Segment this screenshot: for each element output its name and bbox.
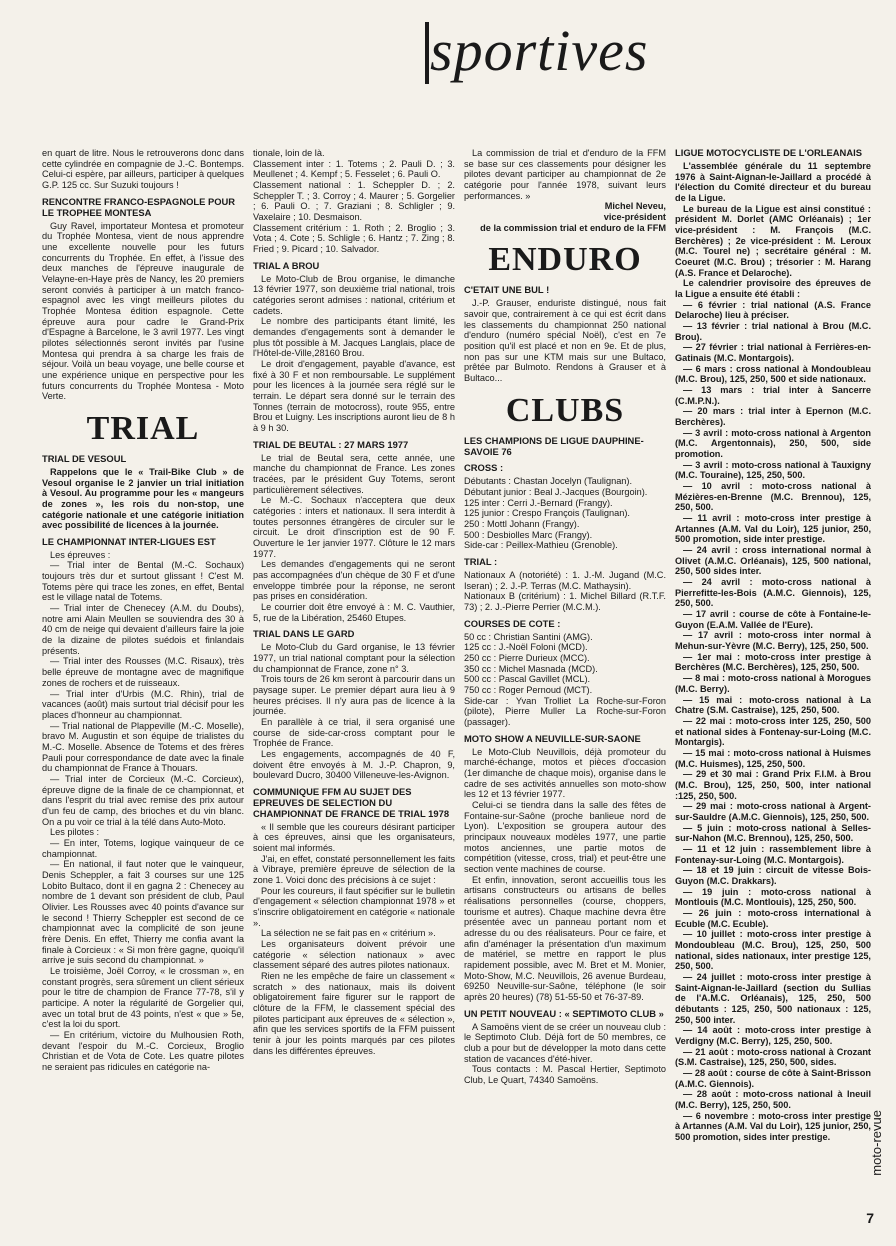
calendar-entry: — 27 février : trial national à Ferrières-en-Gatinais (M.C. Montargois). (675, 342, 871, 363)
paragraph: Le trial de Beutal sera, cette année, une manche du championnat de France. Les zones tracées, par le président Guy Totems, seront particulièrement sélectives. (253, 452, 455, 495)
paragraph: Le nombre des participants étant limité, les demandes d'engagements sont à demander le plus tôt possible à M. Jacques Langlais, place de l'Hôtel-de-Ville,28160 Brou. (253, 316, 455, 359)
calendar-entry: — 3 avril : moto-cross national à Tauxigny (M.C. Touraine), 125, 250, 500. (675, 459, 871, 481)
column-3 (464, 148, 666, 1228)
paragraph: — Trial national de Plappeville (M.-C. Moselle), bravo M. Augustin et son équipe de trialistes du M.-C. Moselle. Absence de Totems et des frères Pauli pour correspondance de date avec la finale du championnat de France à Thouars. (42, 720, 244, 774)
calendar-entry: — 17 avril : moto-cross inter normal à Mehun-sur-Yèvre (M.C. Berry), 125, 250, 500. (675, 630, 871, 652)
signature: de la commission trial et enduro de la FFM (480, 222, 666, 233)
paragraph: Pour les coureurs, il faut spécifier sur le bulletin d'engagement « sélection championnat 1978 » et s'inscrire obligatoirement en catégorie « nationale ». (253, 885, 455, 928)
sub-heading: CROSS : (464, 462, 504, 474)
paragraph: Les épreuves : (50, 549, 111, 560)
paragraph: J.-P. Grauser, enduriste distingué, nous fait savoir que, contrairement à ce qui est écrit dans les classements du championnat 250 national d'enduro (numéro spécial Noël), c'est en 7e position qu'il est placé et non en 9e. Et de plus, non pas sur une KTM mais sur une Bultaco, prêtée par Bulmoto. Rendons à Grauser et à Bultaco... (464, 298, 666, 383)
article-heading: LE CHAMPIONNAT INTER-LIGUES EST (42, 535, 216, 547)
paragraph: — Trial inter de Chenecey (A.M. du Doubs), notre ami Alain Meullen se souviendra des 30 à 40 cm de neige qui devaient d'ailleurs faire la joie de la dizaine de pilotes suédois et finlandais présents. (42, 603, 244, 656)
section-banner-enduro: ENDURO (488, 241, 642, 279)
signature: vice-président (603, 212, 666, 223)
calendar-entry: — 15 mai : moto-cross national à La Chatre (S.M. Castraise), 125, 250, 500. (675, 694, 871, 716)
result-line: 50 cc : Christian Santini (AMG). (464, 631, 593, 642)
calendar-entry: — 29 mai : moto-cross national à Argent-sur-Sauldre (A.M.C. Giennois), 125, 250, 500. (675, 801, 871, 822)
paragraph: Le M.-C. Sochaux n'acceptera que deux catégories : inters et nationaux. Il sera interdit à toutes personnes étrangères de circuler sur le circuit. Le droit d'inscription est de 90 F. Ouverture le 1er janvier 1977. Clôture le 12 mars 1977. (253, 495, 455, 559)
result-line: 125 inter : Cerri J.-Bernard (Frangy). (464, 497, 613, 508)
paragraph: J'ai, en effet, constaté personnellement les faits à Vibraye, première épreuve de sélection de la zone 1. Voici donc des précisions à ce sujet : (253, 853, 455, 886)
calendar-entry: — 11 et 12 juin : rassemblement libre à Fontenay-sur-Loing (M.C. Montargois). (675, 843, 871, 865)
result-line: 250 : Mottl Johann (Frangy). (464, 519, 580, 530)
result-line: 500 : Desbiolles Marc (Frangy). (464, 529, 593, 540)
article-heading: TRIAL DE VESOUL (42, 452, 127, 464)
result-line: Side-car : Peillex-Mathieu (Grenoble). (464, 540, 618, 551)
result-line: 125 cc : J.-Noël Foloni (MCD). (464, 642, 588, 653)
article-heading: UN PETIT NOUVEAU : « SEPTIMOTO CLUB » (464, 1007, 664, 1019)
column-4 (675, 148, 871, 1228)
calendar-entry: — 13 février : trial national à Brou (M.C. Brou). (675, 320, 871, 342)
calendar-entry: — 15 mai : moto-cross national à Huismes (M.C. Huismes), 125, 250, 500. (675, 747, 871, 769)
calendar-entry: — 18 et 19 juin : circuit de vitesse Bois-Guyon (M.C. Drakkars). (675, 865, 871, 886)
article-heading: MOTO SHOW A NEUVILLE-SUR-SAONE (464, 732, 641, 744)
result-line: Débutants : Chastan Jocelyn (Taulignan). (464, 476, 633, 487)
article-heading: TRIAL DE BEUTAL : 27 MARS 1977 (253, 438, 409, 450)
magazine-name: moto-revue (869, 1110, 884, 1176)
paragraph: Tous contacts : M. Pascal Hertier, Septimoto Club, Le Quart, 74340 Samoëns. (464, 1064, 666, 1085)
column-1 (42, 148, 244, 1228)
sub-heading: COURSES DE COTE : (464, 617, 561, 629)
result-line: 350 cc : Michel Masnada (MCD). (464, 663, 598, 674)
calendar-entry: — 24 juillet : moto-cross inter prestige à Saint-Aignan-le-Jaillard (section du Sullias de l'A.M.C. Orléanais), 125, 250, 500 débutants : 125, 250, 500 nationaux : 125, 250, 500 inter. (675, 971, 871, 1025)
paragraph: tionale, loin de là. (253, 148, 325, 158)
paragraph: Le Moto-Club du Gard organise, le 13 février 1977, un trial national comptant pour la sélection du championnat de France, zone n° 3. (253, 642, 455, 674)
calendar-entry: — 6 mars : cross national à Mondoubleau (M.C. Brou), 125, 250, 500 et side nationaux. (675, 363, 871, 385)
header-rule (425, 22, 429, 84)
calendar-entry: — 14 août : moto-cross inter prestige à Verdigny (M.C. Berry), 125, 250, 500. (675, 1025, 871, 1046)
result-line: 125 junior : Crespo François (Taulignan). (464, 508, 630, 519)
paragraph: Rien ne les empêche de faire un classement « scratch » des nationaux, mais ils doivent obligatoirement faire figurer sur le rapport de clôture de la FFM, le classement spécial des pilotes participant aux épreuves de « sélection », afin que les services sportifs de la FFM puissent tenir à jour les points marqués par ces pilotes dans les différentes épreuves. (253, 971, 455, 1056)
paragraph: Les engagements, accompagnés de 40 F, doivent être envoyés à M. J.-P. Chapron, 9, boulevard Ducro, 30400 Villeneuve-les-Avignon. (253, 748, 455, 781)
paragraph: A Samoëns vient de se créer un nouveau club : le Septimoto Club. Déjà fort de 50 membres, ce club a pour but de développer la moto dans cette station de vacances d'été-hiver. (464, 1021, 666, 1064)
paragraph: Celui-ci se tiendra dans la salle des fêtes de Fontaine-sur-Saône (proche banlieue nord de Lyon). L'exposition se groupera autour des principaux nouveaux modèles 1977, une partie motos anciennes, une partie motos de compétition (vitesse, cross, trial) et peut-être une section vente machines de course. (464, 799, 666, 874)
paragraph: Rappelons que le « Trail-Bike Club » de Vesoul organise le 2 janvier un trial initiation à Vesoul. Au programme pour les « mangeurs de zones », les rois du non-stop, une catégorie nationale et une catégorie initiation avec possibilité de licences à la journée. (42, 466, 244, 531)
calendar-entry: — 13 mars : trial inter à Sancerre (C.M.P.N.). (675, 385, 871, 406)
section-banner-clubs: CLUBS (505, 391, 625, 429)
sub-heading: TRIAL : (464, 556, 498, 568)
paragraph: — En critérium, victoire du Mulhousien Roth, devant l'espoir du M.-C. Corcieux, Broglio Christian et de Vota de Cote. Les quatre pilotes ne seraient pas ridicules en catégorie na- (42, 1030, 244, 1073)
calendar-entry: — 1er mai : moto-cross inter prestige à Berchères (M.C. Berchères), 125, 250, 500. (675, 651, 871, 673)
paragraph: Le courrier doit être envoyé à : M. C. Vauthier, 5, rue de la Libération, 25460 Etupes. (253, 602, 455, 623)
paragraph: Le calendrier provisoire des épreuves de la Ligue a ensuite été établi : (675, 278, 871, 299)
calendar-entry: — 5 juin : moto-cross national à Selles-sur-Nahon (M.C. Brennou), 125, 250, 500. (675, 822, 871, 844)
calendar-entry: — 28 août : course de côte à Saint-Brisson (A.M.C. Giennois). (675, 1068, 871, 1089)
calendar-entry: — 28 août : moto-cross national à Ineuil (M.C. Berry), 125, 250, 500. (675, 1089, 871, 1111)
result-line: 500 cc : Pascal Gavillet (MCL). (464, 674, 591, 685)
paragraph: Trois tours de 26 km seront à parcourir dans un paysage super. Le premier départ aura lieu à 9 heures précises. Il n'y aura pas de licence à la journée. (253, 674, 455, 717)
column-2 (253, 148, 455, 1228)
signature: Michel Neveu, (604, 201, 666, 212)
paragraph: Guy Ravel, importateur Montesa et promoteur du Trophée Montesa, vient de nous apprendre une excellente nouvelle pour les futurs concurrents du Trophée. En effet, à l'issue des deux manches de l'épreuve inaugurale de Velayne-en-Haye près de Nancy, les 20 premiers seront conviés à participer à un match franco-espagnol avec les vingt meilleurs pilotes du Trophée Montesa édition espagnole. Cette épreuve aura pour cadre le Grand-Prix d'Espagne à Barcelone, le 3 avril 1977. Les vingt pilotes sélectionnés seront invités par l'usine Montesa qui prendra à sa charge les frais de séjour. Voilà un beau voyage, une belle course et une expérience unique en perspective pour les futurs concurrents du Trophée Montesa - Moto Verte. (42, 220, 244, 402)
calendar-entry: — 8 mai : moto-cross national à Morogues (M.C. Berry). (675, 673, 871, 694)
result-line: 250 cc : Pierre Durieux (MCC). (464, 652, 590, 663)
paragraph: L'assemblée générale du 11 septembre 1976 à Saint-Aignan-le-Jaillard a procédé à l'élection du Comité directeur et du bureau de la Ligue. (675, 160, 871, 203)
result-line: Nationaux A (notoriété) : 1. J.-M. Jugand (M.C. Iseran) ; 2. J.-P. Terras (M.C. Mathaysin). (464, 569, 666, 591)
paragraph: — Trial inter des Rousses (M.C. Risaux), très belle épreuve de montagne avec de magnifique zones de rochers et de ruisseaux. (42, 656, 244, 688)
paragraph: Classement critérium : 1. Roth ; 2. Broglio ; 3. Vota ; 4. Cote ; 5. Schligle ; 6. Hantz ; 7. Zing ; 8. Fried ; 9. Picard ; 10. Salvador. (253, 222, 455, 255)
article-heading: COMMUNIQUE FFM AU SUJET DES EPREUVES DE SELECTION DU CHAMPIONNAT DE FRANCE DE TRIAL 1978 (253, 786, 450, 819)
paragraph: En parallèle à ce trial, il sera organisé une course de side-car-cross comptant pour le Trophée de France. (253, 716, 455, 749)
section-banner-trial: TRIAL (86, 409, 200, 447)
page-number: 7 (866, 1210, 874, 1226)
calendar-entry: — 10 avril : moto-cross national à Mézières-en-Brenne (M.C. Brennou), 125, 250, 500. (675, 481, 871, 513)
paragraph: Les demandes d'engagements qui ne seront pas accompagnées d'un chèque de 30 F et d'une enveloppe timbrée pour la réponse, ne seront pas prises en considération. (253, 559, 455, 602)
calendar-entry: — 20 mars : trial inter à Epernon (M.C. Berchères). (675, 406, 871, 428)
paragraph: Le Moto-Club de Brou organise, le dimanche 13 février 1977, son deuxième trial national, trois catégories seront admises : national, critérium et cadets. (253, 273, 455, 316)
calendar-entry: — 11 avril : moto-cross inter prestige à Artannes (A.M. Val du Loir), 125 junior, 250, 500 promotion, side inter prestige. (675, 513, 871, 545)
result-line: 750 cc : Roger Pernoud (MCT). (464, 684, 593, 695)
calendar-entry: — 26 juin : moto-cross international à Ecuble (M.C. Ecuble). (675, 907, 871, 929)
result-line: Side-car : Yvan Trolliet La Roche-sur-Foron (pilote), Pierre Muller La Roche-sur-Foron (passager). (464, 695, 666, 727)
paragraph: — Trial inter de Bental (M.-C. Sochaux) toujours très dur et surtout glissant ! C'est M. Totems père qui trace les zones, en effet, Bental est le village natal de Totems. (42, 560, 244, 603)
result-line: Débutant junior : Beal J.-Jacques (Bourgoin). (464, 487, 648, 498)
paragraph: Les organisateurs doivent prévoir une catégorie « sélection nationaux » avec classement séparé des autres pilotes nationaux. (253, 939, 455, 971)
article-heading: LES CHAMPIONS DE LIGUE DAUPHINE-SAVOIE 76 (464, 434, 644, 457)
calendar-entry: — 29 et 30 mai : Grand Prix F.I.M. à Brou (M.C. Brou), 125, 250, 500, inter national :125, 250, 500. (675, 769, 871, 801)
paragraph: — Trial inter de Corcieux (M.-C. Corcieux), épreuve digne de la finale de ce championnat, et dans l'esprit du trial avec remise des prix autour d'un feu de camp, des brioches et du vin blanc. On a pu voir ce trial à la télé dans Auto-Moto. (42, 773, 244, 827)
paragraph: — En national, il faut noter que le vainqueur, Denis Scheppler, a fait 3 courses sur une 125 Lobito Bultaco, dont il en gagna 2 : Chenecey au nombre de 1 devant son président de club, Paul Olivier. Les Rousses avec 40 points d'avance sur le second ! Thierry Scheppler est second de ce championnat avec la complicité de son jeune frère Denis. En effet, Thierry me confia avant la finale à Corcieux : « Si mon frère gagne, quoiqu'il arrive je suis second du championnat. » (42, 859, 244, 966)
paragraph: Les pilotes : (50, 827, 100, 838)
paragraph: La commission de trial et d'enduro de la FFM se base sur ces classements pour désigner les pilotes devant participer au championnat de 2e catégorie pour l'année 1978, suivant leurs performances. » (464, 148, 666, 201)
calendar-entry: — 24 avril : cross international normal à Olivet (A.M.C. Orléanais), 125, 500 national, 250, 500 sides inter. (675, 545, 871, 577)
calendar-entry: — 21 août : moto-cross national à Crozant (S.M. Castraise), 125, 250, 500, sides. (675, 1046, 871, 1068)
paragraph: Classement inter : 1. Totems ; 2. Pauli D. ; 3. Meullenet ; 4. Kempf ; 5. Fesselet ; 6. Pauli O. (253, 158, 455, 180)
paragraph: Et enfin, innovation, seront accueillis tous les artisans constructeurs ou artisans de belles réalisations personnelles (course, choppers, tourisme et autres). Chaque machine devra être présentée avec un panneau portant nom et adresse du ou des réalisateurs. Pour ce faire, et afin d'aménager la présentation d'un maximum de matériel, se mettre en rapport le plus rapidement possible, avec M. Bret et M. Monier, Moto-Show, M.C. Neuvillois, 26 avenue Burdeau, 69250 Neuville-sur-Saône, téléphone (le soir après 20 heures) (78) 51-55-50 et 76-37-89. (464, 874, 666, 1002)
calendar-entry: — 3 avril : moto-cross national à Argenton (M.C. Argentonnais), 250, 500, side promotion. (675, 427, 871, 460)
result-line: Nationaux B (critérium) : 1. Michel Billard (R.T.F. 73) ; 2. J.-Pierre Perrier (M.C.M.). (464, 591, 666, 612)
paragraph: Le Moto-Club Neuvillois, déjà promoteur du marché-échange, motos et pièces d'occasion (1er dimanche de chaque mois), organise dans le cadre de ses activités annuelles son moto-show les 12 et 13 février 1977. (464, 746, 666, 800)
calendar-entry: — 6 février : trial national (A.S. France Delaroche) lieu à préciser. (675, 299, 871, 321)
paragraph: Le droit d'engagement, payable d'avance, est fixé à 30 F et non remboursable. Le supplément pour les licences à la journée sera réglé sur le terrain. Le départ sera donné sur le terrain des Tonnes (terrain de motocross), route 955, entre Brou et Luigny. Les inscriptions auront lieu de 8 h à 9 h 30. (253, 359, 455, 434)
paragraph: « Il semble que les coureurs désirant participer à ces épreuves, ainsi que les organisateurs, soient mal informés. (253, 821, 455, 854)
calendar-entry: — 22 mai : moto-cross inter 125, 250, 500 et national sides à Fontenay-sur-Loing (M.C. Montargis). (675, 715, 871, 748)
paragraph: — En inter, Totems, logique vainqueur de ce championnat. (42, 837, 244, 859)
calendar-entry: — 19 juin : moto-cross national à Montlouis (M.C. Montlouis), 125, 250, 500. (675, 886, 871, 908)
article-heading: RENCONTRE FRANCO-ESPAGNOLE POUR LE TROPHEE MONTESA (42, 195, 236, 218)
calendar-entry: — 10 juillet : moto-cross inter prestige à Mondoubleau (M.C. Brou), 125, 250, 500 national, sides nationaux, inter prestige 125, 250, 500. (675, 929, 871, 972)
paragraph: La sélection ne se fait pas en « critérium ». (261, 928, 436, 939)
article-heading: TRIAL DANS LE GARD (253, 628, 355, 640)
paragraph: Le troisième, Joël Corroy, « le crossman », en constant progrès, sera sûrement un client sérieux pour le titre de champion de France 77-78, s'il y participe. A noter la régularité de Gorgelier qui, avec un total brut de 43 points, n'est « que » 5e, c'est la loi du sport. (42, 965, 244, 1030)
article-heading: LIGUE MOTOCYCLISTE DE L'ORLEANAIS (675, 148, 862, 158)
article-heading: TRIAL A BROU (253, 259, 320, 271)
paragraph: Classement national : 1. Scheppler D. ; 2. Scheppler T. ; 3. Corroy ; 4. Maurer ; 5. Gorgelier ; 6. Pauli O. ; 7. Graziani ; 8. Schligler ; 9. Vaxelaire ; 10. Desmaison. (253, 180, 455, 223)
paragraph: en quart de litre. Nous le retrouverons donc dans cette cylindrée en compagnie de J.-C. Bontemps. Celui-ci espère, par ailleurs, participer à quelques G.P. 125 cc. Sur Suzuki toujours ! (42, 148, 244, 191)
section-title: sportives (430, 18, 649, 83)
calendar-entry: — 24 avril : moto-cross national à Pierrefitte-les-Bois (A.M.C. Giennois), 125, 250, 500. (675, 577, 871, 609)
calendar-entry: — 17 avril : course de côte à Fontaine-le-Guyon (E.A.M. Vallée de l'Eure). (675, 609, 871, 630)
paragraph: Le bureau de la Ligue est ainsi constitué : président M. Dorlet (AMC Orléanais) ; 1er vice-président : M. François (M.C. Berchères) ; 2e vice-président : M. Leroux (M.C. Tourel ne) ; secrétaire général : M. Coeuret (M.C. Brou) ; trésorier : M. Harang (A.S. France et Delaroche). (675, 203, 871, 278)
article-heading: C'ETAIT UNE BUL ! (464, 284, 550, 296)
calendar-entry: — 6 novembre : moto-cross inter prestige à Artannes (A.M. Val du Loir), 125 junior, 250, 500 promotion, sides inter prestige. (675, 1110, 871, 1143)
paragraph: — Trial inter d'Urbis (M.C. Rhin), trial de vacances (août) mais surtout trial décisif pour les places d'honneur au championnat. (42, 688, 244, 720)
